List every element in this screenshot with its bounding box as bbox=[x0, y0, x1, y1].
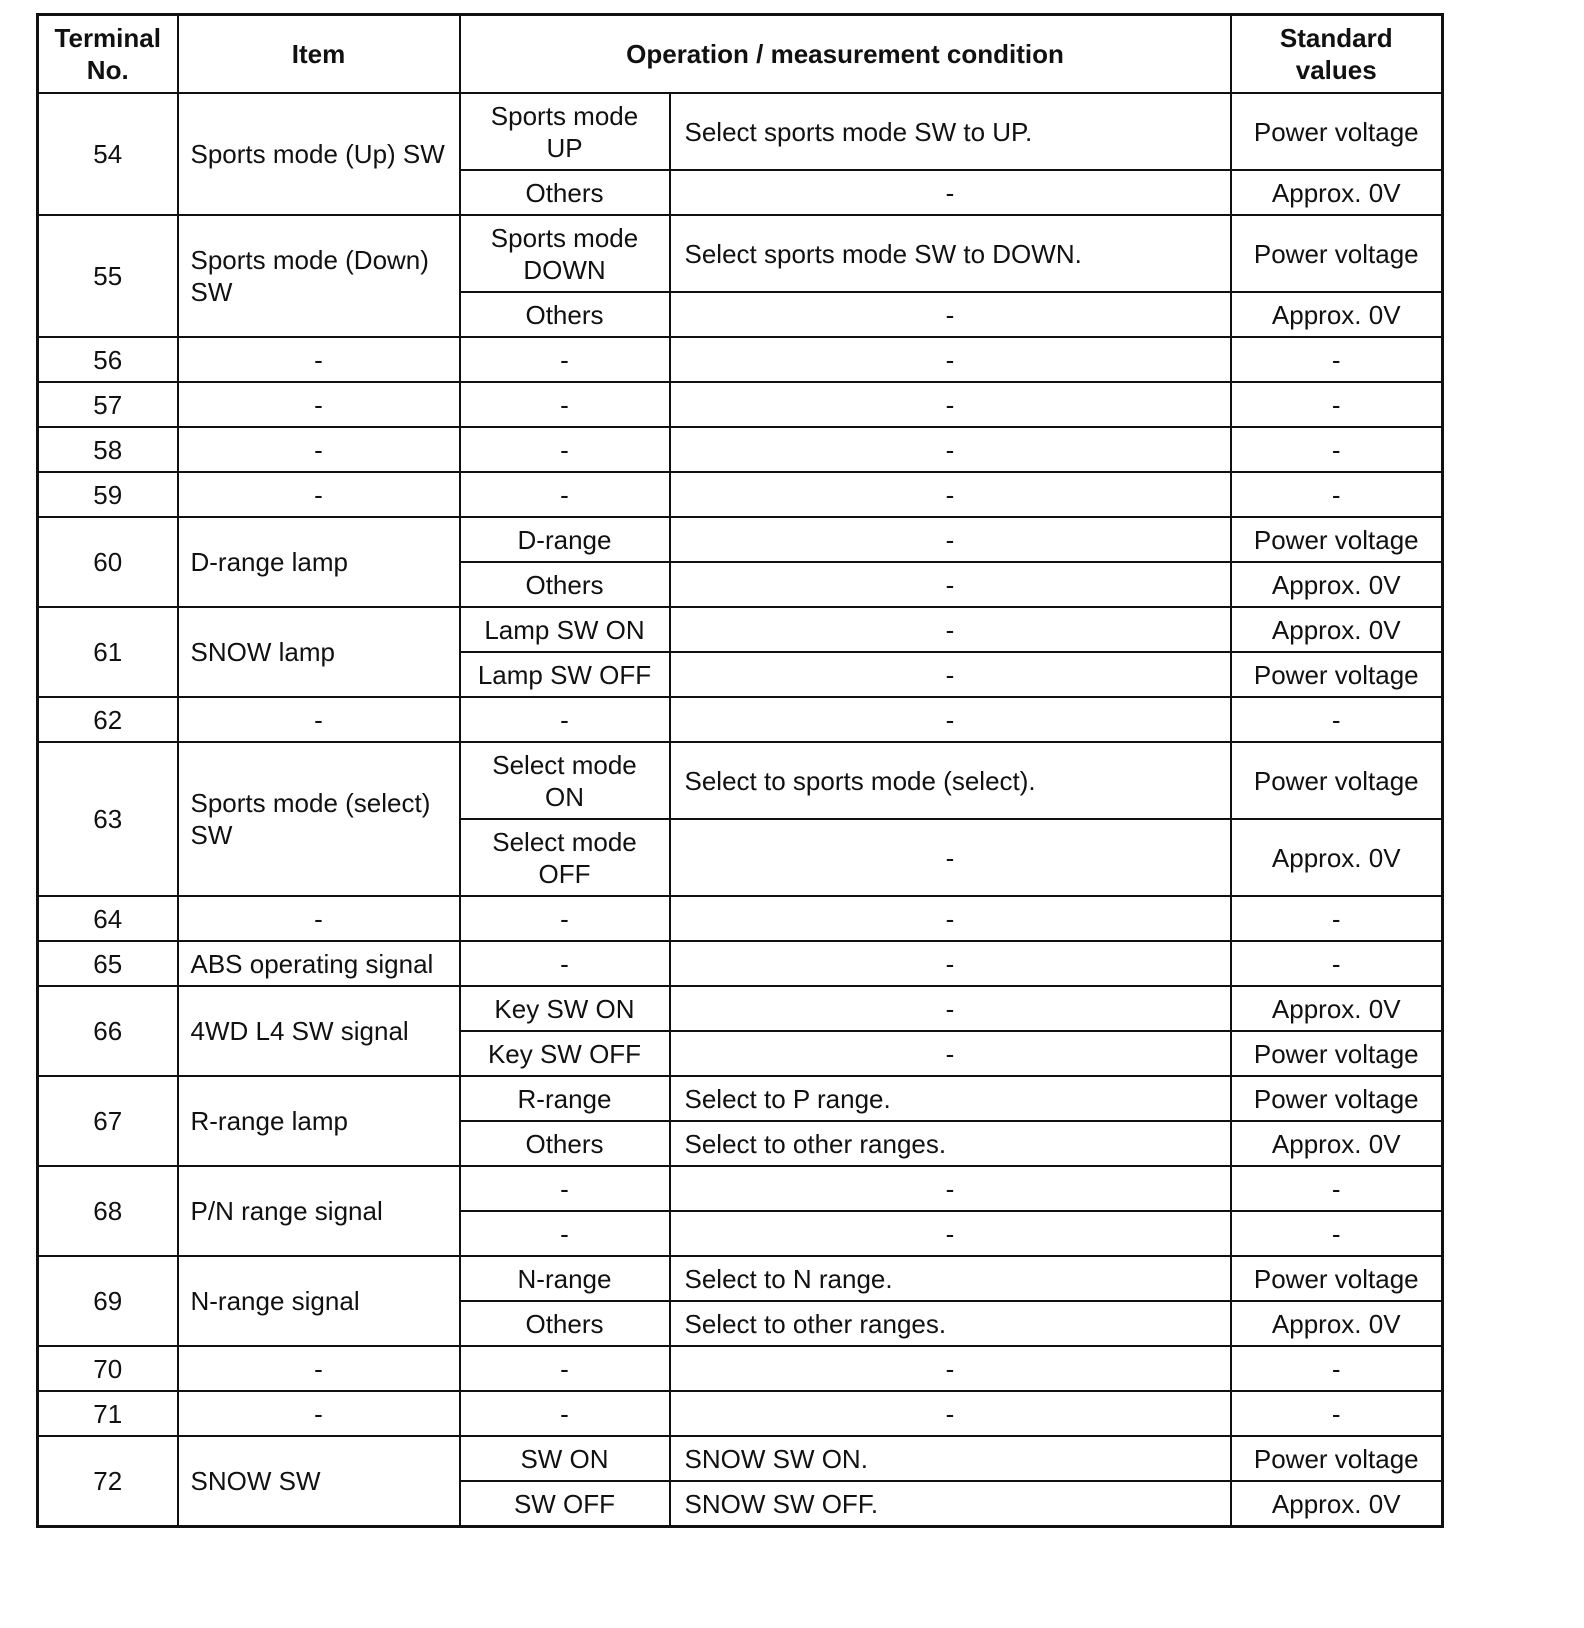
table-row bbox=[38, 1346, 1443, 1391]
measurement-condition: - bbox=[670, 896, 1231, 941]
operation-state: - bbox=[460, 941, 670, 986]
table-row bbox=[38, 941, 1443, 986]
standard-value: Approx. 0V bbox=[1231, 170, 1443, 215]
measurement-condition: Select to other ranges. bbox=[670, 1121, 1231, 1166]
terminal-number: 56 bbox=[38, 337, 178, 382]
table-row bbox=[38, 215, 1443, 292]
terminal-number: 62 bbox=[38, 697, 178, 742]
terminal-number: 70 bbox=[38, 1346, 178, 1391]
measurement-condition: Select to N range. bbox=[670, 1256, 1231, 1301]
terminal-number: 65 bbox=[38, 941, 178, 986]
measurement-condition: Select to sports mode (select). bbox=[670, 742, 1231, 819]
operation-state: - bbox=[460, 1211, 670, 1256]
terminal-number: 61 bbox=[38, 607, 178, 697]
table-row bbox=[38, 1436, 1443, 1481]
item-name: - bbox=[178, 337, 460, 382]
operation-state: - bbox=[460, 337, 670, 382]
operation-state: SW ON bbox=[460, 1436, 670, 1481]
terminal-number: 57 bbox=[38, 382, 178, 427]
standard-value: Approx. 0V bbox=[1231, 986, 1443, 1031]
standard-value: - bbox=[1231, 697, 1443, 742]
measurement-condition: - bbox=[670, 1391, 1231, 1436]
operation-state: Lamp SW ON bbox=[460, 607, 670, 652]
item-name: N-range signal bbox=[178, 1256, 460, 1346]
operation-state: Others bbox=[460, 1121, 670, 1166]
operation-state: Key SW OFF bbox=[460, 1031, 670, 1076]
standard-value: - bbox=[1231, 896, 1443, 941]
standard-value: - bbox=[1231, 941, 1443, 986]
operation-state: Others bbox=[460, 1301, 670, 1346]
item-name: - bbox=[178, 896, 460, 941]
item-name: - bbox=[178, 1391, 460, 1436]
standard-value: Power voltage bbox=[1231, 742, 1443, 819]
measurement-condition: - bbox=[670, 427, 1231, 472]
terminal-number: 64 bbox=[38, 896, 178, 941]
terminal-number: 66 bbox=[38, 986, 178, 1076]
operation-state: - bbox=[460, 472, 670, 517]
standard-value: - bbox=[1231, 1211, 1443, 1256]
standard-value: Approx. 0V bbox=[1231, 607, 1443, 652]
measurement-condition: - bbox=[670, 652, 1231, 697]
table-row bbox=[38, 896, 1443, 941]
standard-value: Approx. 0V bbox=[1231, 292, 1443, 337]
standard-value: Power voltage bbox=[1231, 93, 1443, 170]
measurement-condition: - bbox=[670, 472, 1231, 517]
measurement-condition: - bbox=[670, 292, 1231, 337]
terminal-number: 54 bbox=[38, 93, 178, 215]
operation-state: Others bbox=[460, 292, 670, 337]
header-standard-values: Standard values bbox=[1231, 15, 1443, 94]
table-row bbox=[38, 1391, 1443, 1436]
item-name: D-range lamp bbox=[178, 517, 460, 607]
measurement-condition: - bbox=[670, 1211, 1231, 1256]
terminal-number: 71 bbox=[38, 1391, 178, 1436]
operation-state: SW OFF bbox=[460, 1481, 670, 1527]
table-row bbox=[38, 1256, 1443, 1301]
terminal-spec-table bbox=[36, 13, 1444, 1528]
table-row bbox=[38, 382, 1443, 427]
measurement-condition: Select sports mode SW to UP. bbox=[670, 93, 1231, 170]
item-name: - bbox=[178, 472, 460, 517]
measurement-condition: - bbox=[670, 697, 1231, 742]
table-body bbox=[38, 93, 1443, 1527]
item-name: Sports mode (select) SW bbox=[178, 742, 460, 896]
terminal-number: 55 bbox=[38, 215, 178, 337]
item-name: 4WD L4 SW signal bbox=[178, 986, 460, 1076]
measurement-condition: - bbox=[670, 1031, 1231, 1076]
terminal-number: 59 bbox=[38, 472, 178, 517]
measurement-condition: - bbox=[670, 517, 1231, 562]
terminal-number: 72 bbox=[38, 1436, 178, 1527]
measurement-condition: - bbox=[670, 986, 1231, 1031]
table-row bbox=[38, 986, 1443, 1031]
operation-state: R-range bbox=[460, 1076, 670, 1121]
standard-value: Approx. 0V bbox=[1231, 1121, 1443, 1166]
standard-value: - bbox=[1231, 337, 1443, 382]
operation-state: - bbox=[460, 697, 670, 742]
header-item: Item bbox=[178, 15, 460, 94]
terminal-number: 67 bbox=[38, 1076, 178, 1166]
operation-state: Sports mode UP bbox=[460, 93, 670, 170]
operation-state: - bbox=[460, 1346, 670, 1391]
operation-state: Key SW ON bbox=[460, 986, 670, 1031]
standard-value: Approx. 0V bbox=[1231, 1481, 1443, 1527]
operation-state: D-range bbox=[460, 517, 670, 562]
table-row bbox=[38, 607, 1443, 652]
terminal-number: 60 bbox=[38, 517, 178, 607]
table-row bbox=[38, 93, 1443, 170]
standard-value: Approx. 0V bbox=[1231, 562, 1443, 607]
operation-state: Others bbox=[460, 170, 670, 215]
item-name: Sports mode (Up) SW bbox=[178, 93, 460, 215]
table-row bbox=[38, 337, 1443, 382]
standard-value: - bbox=[1231, 1346, 1443, 1391]
standard-value: Power voltage bbox=[1231, 215, 1443, 292]
table-row bbox=[38, 427, 1443, 472]
item-name: ABS operating signal bbox=[178, 941, 460, 986]
item-name: - bbox=[178, 697, 460, 742]
measurement-condition: - bbox=[670, 170, 1231, 215]
standard-value: Power voltage bbox=[1231, 1031, 1443, 1076]
standard-value: Power voltage bbox=[1231, 652, 1443, 697]
measurement-condition: - bbox=[670, 337, 1231, 382]
table-row bbox=[38, 472, 1443, 517]
operation-state: - bbox=[460, 896, 670, 941]
terminal-number: 58 bbox=[38, 427, 178, 472]
operation-state: Others bbox=[460, 562, 670, 607]
measurement-condition: - bbox=[670, 562, 1231, 607]
table-row bbox=[38, 1076, 1443, 1121]
operation-state: N-range bbox=[460, 1256, 670, 1301]
measurement-condition: - bbox=[670, 1166, 1231, 1211]
standard-value: - bbox=[1231, 1391, 1443, 1436]
operation-state: Select mode OFF bbox=[460, 819, 670, 896]
standard-value: Approx. 0V bbox=[1231, 819, 1443, 896]
item-name: - bbox=[178, 1346, 460, 1391]
item-name: SNOW lamp bbox=[178, 607, 460, 697]
operation-state: Select mode ON bbox=[460, 742, 670, 819]
measurement-condition: - bbox=[670, 819, 1231, 896]
table-row bbox=[38, 697, 1443, 742]
header-terminal-no: Terminal No. bbox=[38, 15, 178, 94]
header-operation-condition: Operation / measurement condition bbox=[460, 15, 1231, 94]
operation-state: Lamp SW OFF bbox=[460, 652, 670, 697]
standard-value: Power voltage bbox=[1231, 1436, 1443, 1481]
item-name: R-range lamp bbox=[178, 1076, 460, 1166]
operation-state: Sports mode DOWN bbox=[460, 215, 670, 292]
standard-value: - bbox=[1231, 382, 1443, 427]
operation-state: - bbox=[460, 427, 670, 472]
operation-state: - bbox=[460, 1166, 670, 1211]
item-name: Sports mode (Down) SW bbox=[178, 215, 460, 337]
header-row bbox=[38, 15, 1443, 94]
standard-value: Power voltage bbox=[1231, 1076, 1443, 1121]
terminal-number: 68 bbox=[38, 1166, 178, 1256]
measurement-condition: - bbox=[670, 607, 1231, 652]
standard-value: Power voltage bbox=[1231, 517, 1443, 562]
terminal-number: 69 bbox=[38, 1256, 178, 1346]
measurement-condition: SNOW SW ON. bbox=[670, 1436, 1231, 1481]
operation-state: - bbox=[460, 1391, 670, 1436]
table-row bbox=[38, 517, 1443, 562]
measurement-condition: Select to other ranges. bbox=[670, 1301, 1231, 1346]
item-name: SNOW SW bbox=[178, 1436, 460, 1527]
operation-state: - bbox=[460, 382, 670, 427]
measurement-condition: Select sports mode SW to DOWN. bbox=[670, 215, 1231, 292]
measurement-condition: - bbox=[670, 382, 1231, 427]
table-row bbox=[38, 1166, 1443, 1211]
standard-value: Power voltage bbox=[1231, 1256, 1443, 1301]
measurement-condition: - bbox=[670, 1346, 1231, 1391]
measurement-condition: - bbox=[670, 941, 1231, 986]
standard-value: Approx. 0V bbox=[1231, 1301, 1443, 1346]
standard-value: - bbox=[1231, 1166, 1443, 1211]
terminal-number: 63 bbox=[38, 742, 178, 896]
standard-value: - bbox=[1231, 472, 1443, 517]
measurement-condition: SNOW SW OFF. bbox=[670, 1481, 1231, 1527]
item-name: - bbox=[178, 427, 460, 472]
table-row bbox=[38, 742, 1443, 819]
item-name: P/N range signal bbox=[178, 1166, 460, 1256]
item-name: - bbox=[178, 382, 460, 427]
standard-value: - bbox=[1231, 427, 1443, 472]
measurement-condition: Select to P range. bbox=[670, 1076, 1231, 1121]
